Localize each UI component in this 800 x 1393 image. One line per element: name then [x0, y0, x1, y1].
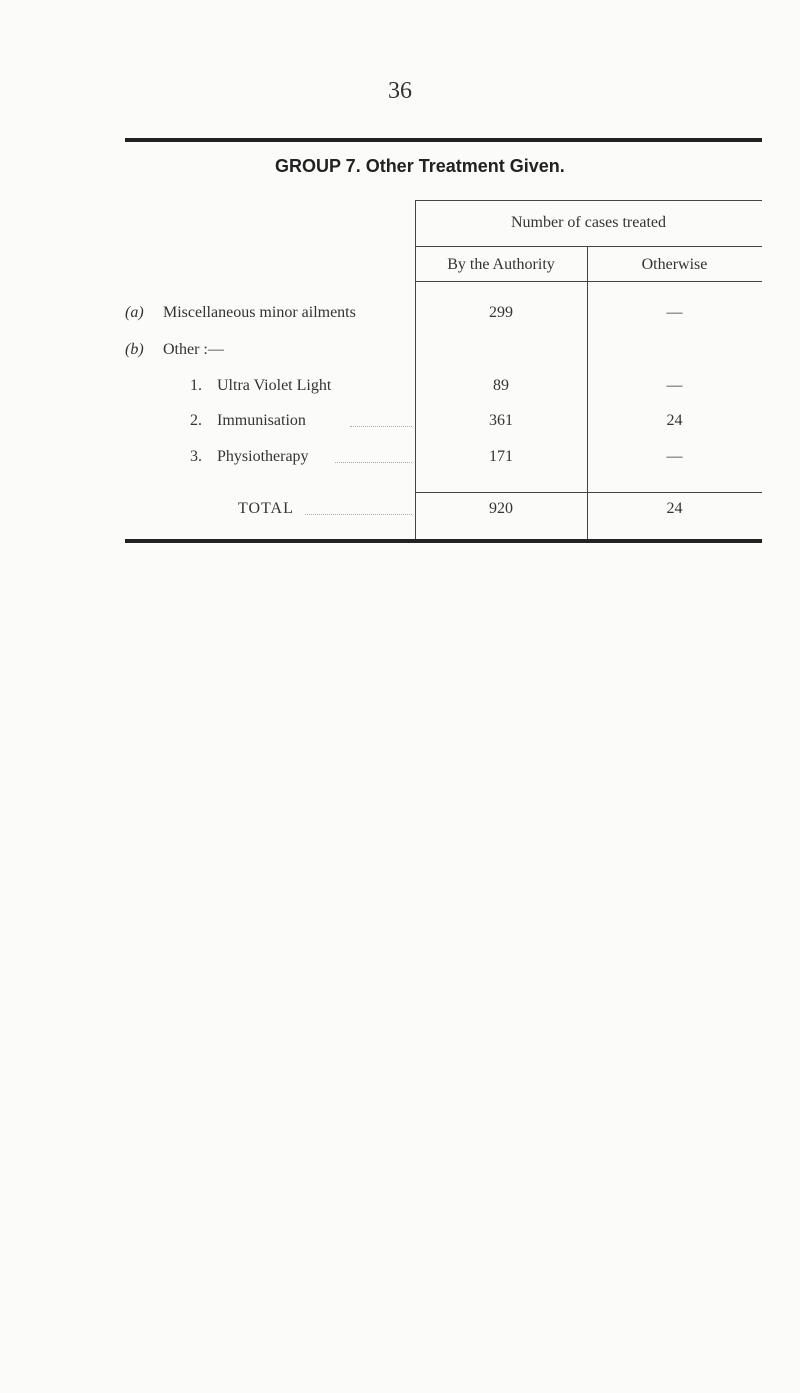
row-value-otherwise: —	[666, 448, 683, 465]
row-value-authority: 89	[493, 377, 509, 394]
row-value-otherwise: —	[666, 377, 683, 394]
table-divider-left	[415, 200, 416, 539]
row-value-otherwise: 24	[666, 412, 683, 429]
row-label: Immunisation	[217, 412, 306, 429]
row-prefix: 1.	[190, 377, 202, 394]
row-prefix: 2.	[190, 412, 202, 429]
row-prefix: 3.	[190, 448, 202, 465]
total-label: TOTAL	[238, 500, 294, 517]
leader-dots	[305, 514, 412, 515]
column-header-authority: By the Authority	[447, 256, 555, 273]
total-divider	[415, 492, 762, 493]
row-label: Physiotherapy	[217, 448, 309, 465]
leader-dots	[335, 462, 412, 463]
row-prefix: (a)	[125, 304, 144, 321]
column-header-divider	[415, 281, 762, 282]
table-top-border	[415, 200, 762, 201]
total-value-otherwise: 24	[666, 500, 683, 517]
page-title: GROUP 7. Other Treatment Given.	[275, 156, 565, 176]
row-prefix: (b)	[125, 341, 144, 358]
row-value-authority: 299	[489, 304, 513, 321]
bottom-rule	[125, 539, 762, 543]
row-label: Ultra Violet Light	[217, 377, 332, 394]
total-value-authority: 920	[489, 500, 513, 517]
row-value-authority: 361	[489, 412, 513, 429]
header-divider	[415, 246, 762, 247]
column-header-otherwise: Otherwise	[641, 256, 708, 273]
page-number: 36	[388, 78, 412, 104]
table-header-main: Number of cases treated	[510, 214, 667, 231]
row-label: Other :—	[163, 341, 224, 358]
row-value-otherwise: —	[666, 304, 683, 321]
top-rule	[125, 138, 762, 142]
leader-dots	[350, 426, 412, 427]
row-label: Miscellaneous minor ailments	[163, 304, 356, 321]
row-value-authority: 171	[489, 448, 513, 465]
